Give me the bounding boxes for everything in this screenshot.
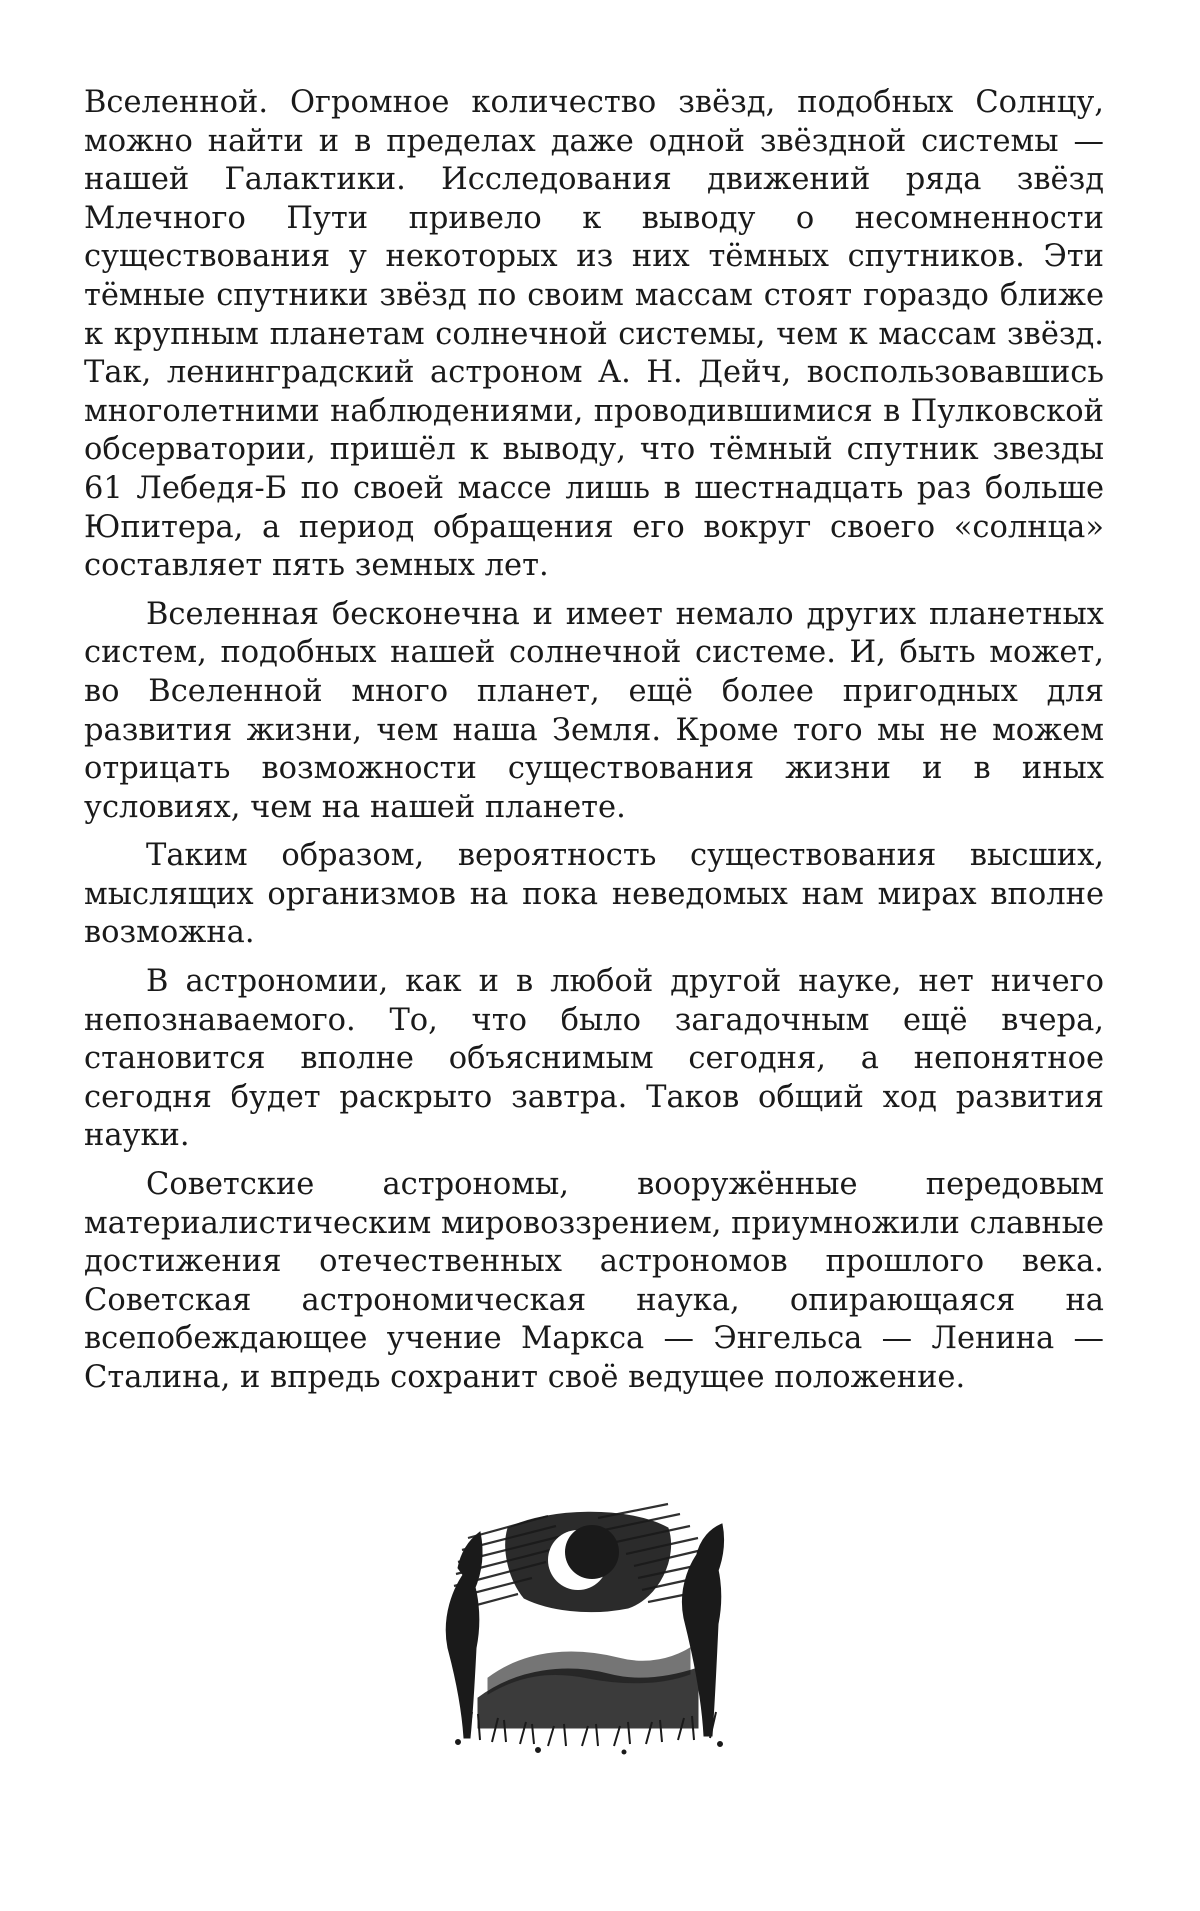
crescent-moon-night-landscape-icon: [428, 1498, 748, 1758]
paragraph-5: Советские астрономы, вооружённые передовым материалистическим мировоззрением, приумножили славные достижения отечественных астрономов прошлого века. Советская астрономическая наука, опирающаяся на всепобеждающее учение Маркса — Энгельса — Ленина — Сталина, и впредь сохранит своё ведущее положение.: [84, 1167, 1104, 1395]
paragraph-2: Вселенная бесконечна и имеет немало других планетных систем, подобных нашей солнечной системе. И, быть может, во Вселенной много планет, ещё более пригодных для развития жизни, чем наша Земля. Кроме того мы не можем отрицать возможности существования жизни и в иных условиях, чем на нашей планете.: [84, 596, 1104, 825]
paragraph-4: В астрономии, как и в любой другой науке, нет ничего непознаваемого. То, что было загадочным ещё вчера, становится вполне объяснимым сегодня, а непонятное сегодня будет раскрыто завтра. Таков общий ход развития науки.: [84, 964, 1104, 1154]
paragraph-1: Вселенной. Огромное количество звёзд, подобных Солнцу, можно найти и в пределах даже одной звёздной системы — нашей Галактики. Исследования движений ряда звёзд Млечного Пути привело к выводу о несомненности существования у некоторых из них тёмных спутников. Эти тёмные спутники звёзд по своим массам стоят гораздо ближе к крупным планетам солнечной системы, чем к массам звёзд. Так, ленинградский астроном А. Н. Дейч, воспользовавшись многолетними наблюдениями, проводившимися в Пулковской обсерватории, пришёл к выводу, что тёмный спутник звезды 61 Лебедя-Б по своей массе лишь в шестнадцать раз больше Юпитера, а период обращения его вокруг своего «солнца» составляет пять земных лет.: [84, 85, 1104, 584]
paragraph-3: Таким образом, вероятность существования высших, мыслящих организмов на пока неведомых нам мирах вполне возможна.: [84, 838, 1104, 951]
page-text: [84, 84, 1104, 1408]
